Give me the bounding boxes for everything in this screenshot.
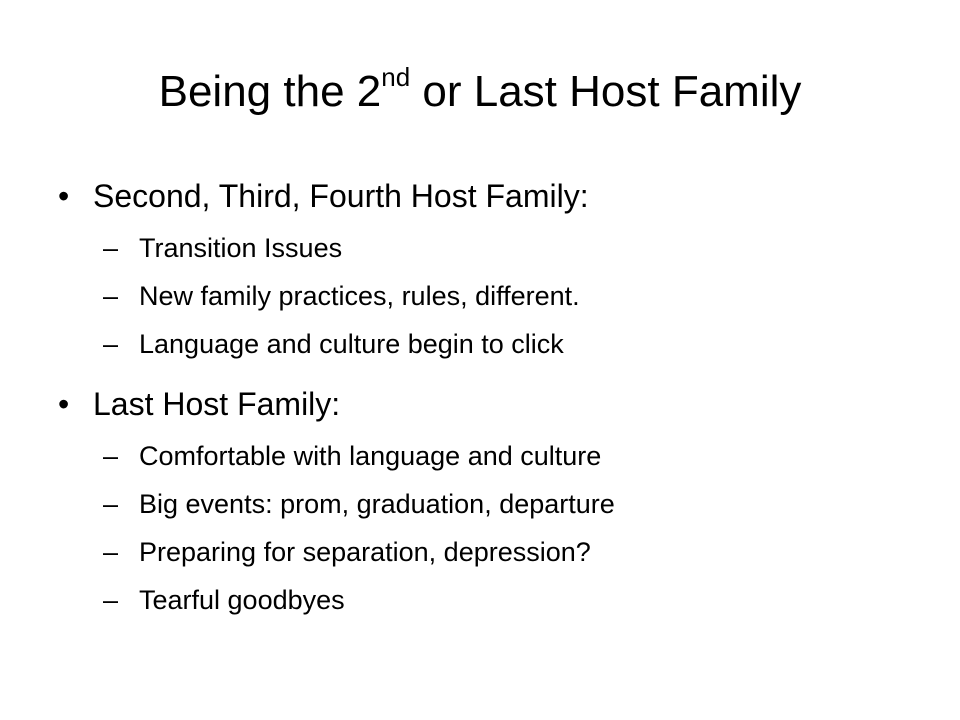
sub-bullet — [58, 576, 918, 624]
sub-bullet-text: Language and culture begin to click — [139, 329, 564, 359]
sub-bullet-text: Comfortable with language and culture — [139, 441, 602, 471]
title-prefix: Being the 2 — [158, 67, 382, 116]
section-gap — [58, 368, 918, 376]
bullet-icon: • — [58, 178, 70, 214]
slide-title — [0, 62, 960, 122]
sub-bullet-text: Transition Issues — [139, 233, 343, 263]
dash-icon: – — [103, 329, 119, 359]
bullet-heading — [58, 376, 918, 432]
dash-icon: – — [103, 441, 119, 471]
sub-bullet — [58, 528, 918, 576]
sub-bullet-text: Preparing for separation, depression? — [139, 537, 591, 567]
dash-icon: – — [103, 537, 119, 567]
slide-body — [58, 168, 918, 624]
sub-bullet — [58, 224, 918, 272]
bullet-icon: • — [58, 386, 70, 422]
bullet-heading-text: Last Host Family: — [93, 386, 341, 422]
sub-bullet — [58, 320, 918, 368]
title-superscript: nd — [381, 62, 411, 93]
sub-bullet-text: Big events: prom, graduation, departure — [139, 489, 615, 519]
dash-icon: – — [103, 489, 119, 519]
sub-bullet — [58, 432, 918, 480]
dash-icon: – — [103, 585, 119, 615]
dash-icon: – — [103, 281, 119, 311]
sub-bullet-text: New family practices, rules, different. — [139, 281, 580, 311]
dash-icon: – — [103, 233, 119, 263]
title-suffix: or Last Host Family — [410, 67, 802, 116]
sub-bullet — [58, 272, 918, 320]
sub-bullet-text: Tearful goodbyes — [139, 585, 345, 615]
bullet-heading — [58, 168, 918, 224]
sub-bullet — [58, 480, 918, 528]
bullet-heading-text: Second, Third, Fourth Host Family: — [93, 178, 589, 214]
